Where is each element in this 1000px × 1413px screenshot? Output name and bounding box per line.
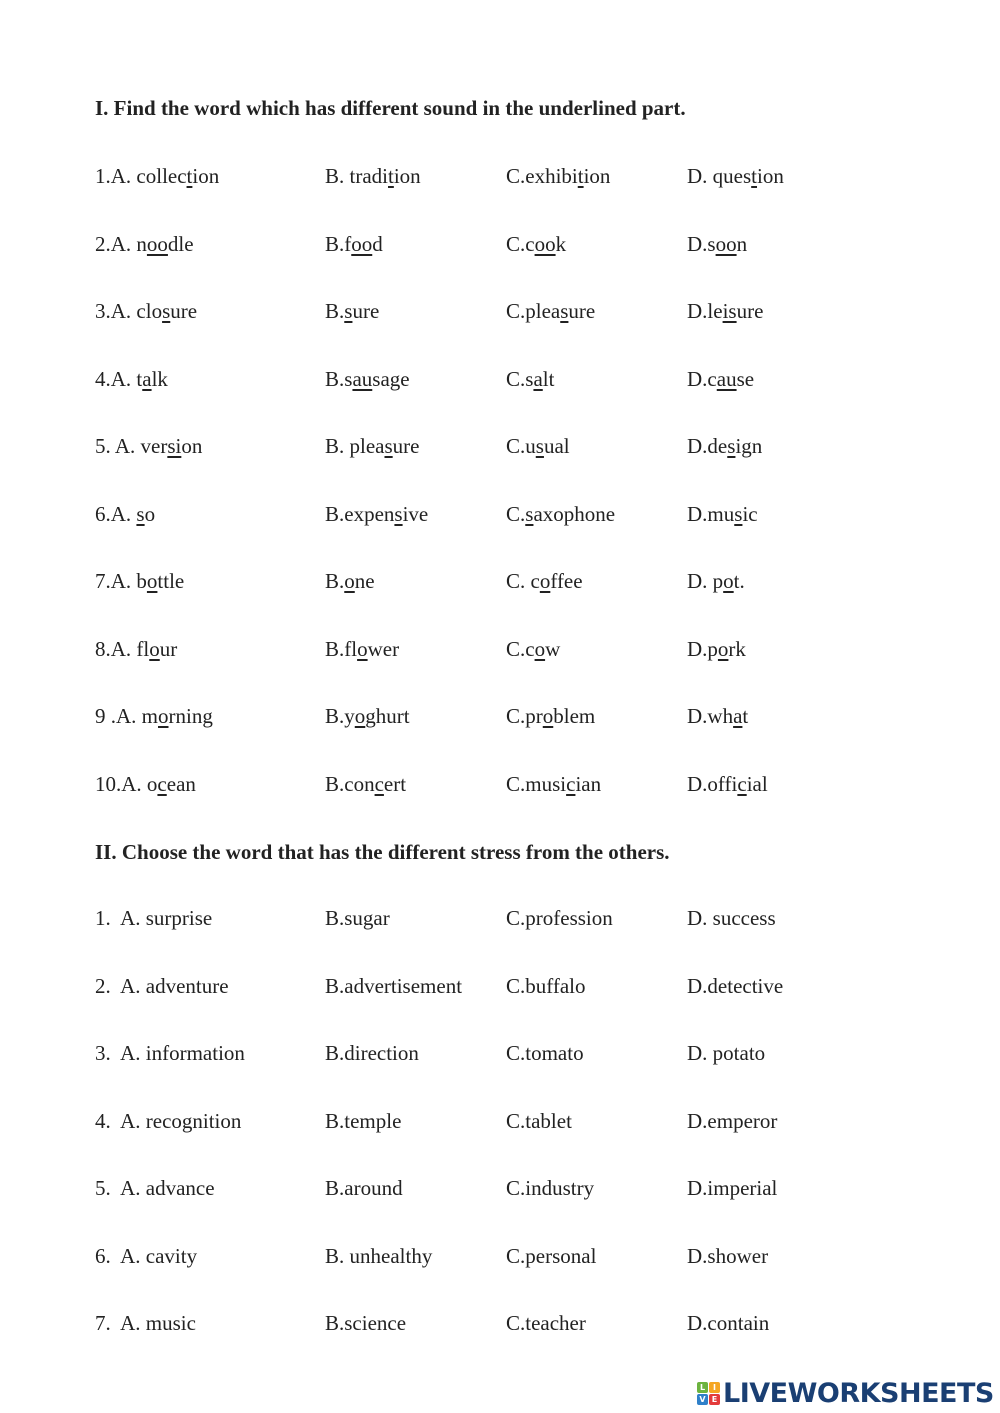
- option-d: D.detective: [687, 973, 784, 998]
- option-a: [95, 434, 202, 459]
- word-part: rning: [168, 704, 213, 728]
- option-a: [95, 367, 168, 392]
- word-part: 3.A. clo: [95, 299, 163, 323]
- option-d: [687, 704, 748, 729]
- option-b: B.advertisement: [325, 973, 463, 998]
- underlined-part: o: [146, 569, 158, 593]
- underlined-part: oo: [146, 231, 168, 256]
- option-c: C.personal: [506, 1243, 597, 1268]
- word-part: 2.A. n: [95, 231, 147, 256]
- question-row: [0, 367, 1000, 397]
- option-c: C.buffalo: [506, 973, 586, 998]
- question-row: [0, 637, 1000, 667]
- underlined-part: s: [535, 434, 544, 458]
- underlined-part: s: [162, 299, 171, 323]
- word-part: on: [181, 434, 203, 458]
- option-c: C.profession: [506, 906, 613, 930]
- option-b: [325, 164, 421, 189]
- option-a: 3. A. information: [95, 1041, 245, 1065]
- underlined-part: o: [344, 569, 355, 593]
- word-part: ttle: [157, 569, 185, 593]
- option-b: [325, 367, 410, 392]
- option-c: [506, 299, 595, 324]
- word-part: lk: [151, 366, 168, 391]
- option-c: [506, 164, 610, 189]
- option-d: D.shower: [687, 1243, 769, 1268]
- word-part: B.: [325, 569, 345, 593]
- word-part: sage: [372, 366, 410, 391]
- underlined-part: si: [167, 434, 182, 458]
- word-part: ual: [543, 434, 570, 458]
- question-row: [0, 704, 1000, 734]
- word-part: C.s: [506, 366, 534, 391]
- option-d: [687, 569, 745, 594]
- underlined-part: oo: [534, 231, 556, 256]
- underlined-part: o: [357, 636, 368, 661]
- question-row: [0, 1244, 1000, 1274]
- word-part: ion: [192, 164, 220, 188]
- word-part: k: [555, 231, 567, 256]
- option-b: [325, 502, 428, 527]
- word-part: B. tradi: [325, 164, 388, 188]
- option-c: [506, 569, 583, 594]
- word-part: ion: [583, 164, 611, 188]
- logo-letter-block: V: [697, 1394, 708, 1405]
- word-part: D.p: [687, 636, 718, 661]
- word-part: ian: [575, 771, 602, 796]
- word-part: 10.A. o: [95, 771, 158, 796]
- option-a: 1. A. surprise: [95, 906, 213, 930]
- question-row: [0, 1041, 1000, 1071]
- option-c: [506, 367, 554, 392]
- option-b: [325, 772, 406, 797]
- word-part: ghurt: [365, 704, 410, 728]
- underlined-part: o: [354, 704, 366, 728]
- underlined-part: au: [352, 366, 373, 391]
- word-part: 6.A.: [95, 501, 137, 526]
- option-c: C.tomato: [506, 1041, 584, 1065]
- word-part: C.u: [506, 434, 536, 458]
- word-part: ure: [736, 299, 764, 323]
- option-b: [325, 434, 420, 459]
- underlined-part: t: [577, 164, 584, 188]
- option-c: C.teacher: [506, 1311, 586, 1335]
- option-a: [95, 232, 194, 257]
- word-part: o: [144, 501, 156, 526]
- option-a: 5. A. advance: [95, 1176, 215, 1200]
- word-part: D.mu: [687, 501, 735, 526]
- word-part: t: [742, 704, 749, 728]
- section-1-title: I. Find the word which has different sound in the underlined part.: [95, 96, 686, 120]
- underlined-part: au: [716, 366, 737, 391]
- word-part: ffee: [550, 569, 583, 593]
- option-b: B.temple: [325, 1108, 402, 1133]
- underlined-part: o: [717, 636, 729, 661]
- question-row: [0, 434, 1000, 464]
- word-part: ert: [383, 771, 407, 796]
- underlined-part: oo: [351, 231, 373, 256]
- question-row: [0, 502, 1000, 532]
- option-d: [687, 232, 747, 257]
- underlined-part: s: [384, 434, 393, 458]
- word-part: ure: [170, 299, 198, 323]
- option-d: [687, 299, 763, 324]
- word-part: blem: [553, 704, 596, 728]
- option-a: [95, 569, 184, 594]
- question-row: [0, 974, 1000, 1004]
- word-part: ure: [392, 434, 420, 458]
- underlined-part: oo: [715, 231, 737, 256]
- word-part: ne: [354, 569, 375, 593]
- word-part: t.: [733, 569, 745, 593]
- underlined-part: a: [142, 366, 152, 391]
- underlined-part: o: [539, 569, 551, 593]
- logo-blocks-icon: [697, 1382, 720, 1405]
- question-row: [0, 906, 1000, 936]
- option-c: [506, 772, 601, 797]
- underlined-part: s: [727, 434, 736, 458]
- underlined-part: o: [534, 636, 546, 661]
- option-d: [687, 772, 768, 797]
- underlined-part: s: [525, 501, 534, 526]
- question-row: [0, 772, 1000, 802]
- option-b: B.around: [325, 1176, 403, 1200]
- option-a: 4. A. recognition: [95, 1108, 242, 1133]
- underlined-part: o: [542, 704, 554, 728]
- word-part: ure: [352, 299, 380, 323]
- option-b: B.direction: [325, 1041, 419, 1065]
- word-part: rk: [728, 636, 746, 661]
- option-d: D. success: [687, 906, 776, 930]
- option-b: [325, 637, 399, 662]
- option-d: D.imperial: [687, 1176, 778, 1200]
- option-c: [506, 637, 560, 662]
- word-part: D.c: [687, 366, 717, 391]
- word-part: 5. A. ver: [95, 434, 168, 458]
- word-part: se: [736, 366, 755, 391]
- word-part: axophone: [533, 501, 616, 526]
- logo-letter-block: L: [697, 1382, 708, 1393]
- word-part: 1.A. collec: [95, 164, 187, 188]
- word-part: B.fl: [325, 636, 358, 661]
- word-part: C.c: [506, 231, 535, 256]
- option-a: [95, 637, 177, 662]
- underlined-part: s: [344, 299, 353, 323]
- question-row: [0, 164, 1000, 194]
- option-a: 2. A. adventure: [95, 973, 229, 998]
- word-part: ure: [568, 299, 596, 323]
- word-part: D.le: [687, 299, 723, 323]
- underlined-part: s: [136, 501, 145, 526]
- option-b: [325, 704, 410, 729]
- word-part: D. ques: [687, 164, 752, 188]
- word-part: ur: [159, 636, 178, 661]
- question-row: [0, 299, 1000, 329]
- underlined-part: t: [186, 164, 193, 188]
- underlined-part: o: [158, 704, 169, 728]
- underlined-part: is: [722, 299, 737, 323]
- option-d: [687, 502, 758, 527]
- word-part: D.wh: [687, 704, 734, 728]
- word-part: B.expen: [325, 501, 395, 526]
- option-d: [687, 367, 754, 392]
- option-b: [325, 232, 383, 257]
- option-b: B.science: [325, 1311, 407, 1335]
- option-d: D.contain: [687, 1311, 770, 1335]
- word-part: C.: [506, 501, 526, 526]
- underlined-part: o: [723, 569, 734, 593]
- word-part: B.: [325, 299, 345, 323]
- word-part: C.exhibi: [506, 164, 578, 188]
- logo-letter-block: I: [709, 1382, 720, 1393]
- option-a: [95, 772, 196, 797]
- underlined-part: a: [533, 366, 543, 391]
- option-d: [687, 434, 762, 459]
- liveworksheets-logo: [697, 1378, 994, 1409]
- option-b: B. unhealthy: [325, 1243, 433, 1268]
- underlined-part: c: [374, 771, 384, 796]
- word-part: d: [372, 231, 383, 256]
- word-part: lt: [542, 366, 555, 391]
- word-part: B. plea: [325, 434, 385, 458]
- question-row: [0, 569, 1000, 599]
- word-part: C.musi: [506, 771, 567, 796]
- option-b: [325, 299, 379, 324]
- word-part: dle: [167, 231, 194, 256]
- underlined-part: t: [751, 164, 758, 188]
- word-part: C.c: [506, 636, 535, 661]
- word-part: 7.A. b: [95, 569, 147, 593]
- word-part: C.pr: [506, 704, 543, 728]
- option-a: [95, 704, 213, 729]
- option-c: C.tablet: [506, 1108, 572, 1133]
- option-d: D. potato: [687, 1041, 766, 1065]
- word-part: ign: [735, 434, 763, 458]
- word-part: wer: [367, 636, 400, 661]
- word-part: ean: [166, 771, 196, 796]
- word-part: D.offi: [687, 771, 738, 796]
- option-d: [687, 637, 746, 662]
- section-2-title: II. Choose the word that has the different stress from the others.: [95, 840, 670, 864]
- underlined-part: c: [157, 771, 167, 796]
- word-part: B.con: [325, 771, 375, 796]
- word-part: ion: [393, 164, 421, 188]
- option-b: [325, 569, 375, 594]
- word-part: D.de: [687, 434, 728, 458]
- question-row: [0, 232, 1000, 262]
- option-a: 7. A. music: [95, 1311, 196, 1335]
- option-c: [506, 434, 570, 459]
- option-c: C.industry: [506, 1176, 595, 1200]
- option-a: [95, 164, 219, 189]
- word-part: B.s: [325, 366, 353, 391]
- option-d: D.emperor: [687, 1108, 778, 1133]
- underlined-part: s: [560, 299, 569, 323]
- underlined-part: c: [737, 771, 747, 796]
- word-part: D.s: [687, 231, 716, 256]
- option-a: 6. A. cavity: [95, 1243, 198, 1268]
- word-part: C.plea: [506, 299, 561, 323]
- word-part: ial: [746, 771, 768, 796]
- option-c: [506, 502, 615, 527]
- word-part: 8.A. fl: [95, 636, 150, 661]
- word-part: B.y: [325, 704, 355, 728]
- option-c: [506, 704, 595, 729]
- word-part: ic: [742, 501, 758, 526]
- underlined-part: s: [394, 501, 403, 526]
- option-a: [95, 299, 197, 324]
- question-row: [0, 1109, 1000, 1139]
- underlined-part: o: [149, 636, 160, 661]
- logo-text: LIVEWORKSHEETS: [723, 1378, 994, 1409]
- word-part: ion: [757, 164, 784, 188]
- question-row: [0, 1176, 1000, 1206]
- word-part: 9 .A. m: [95, 704, 158, 728]
- underlined-part: s: [734, 501, 743, 526]
- word-part: D. p: [687, 569, 724, 593]
- word-part: 4.A. t: [95, 366, 143, 391]
- option-c: [506, 232, 566, 257]
- option-d: [687, 164, 784, 189]
- word-part: B.f: [325, 231, 352, 256]
- word-part: ive: [402, 501, 429, 526]
- underlined-part: a: [733, 704, 743, 728]
- logo-letter-block: E: [709, 1394, 720, 1405]
- word-part: w: [545, 636, 561, 661]
- underlined-part: c: [566, 771, 576, 796]
- option-a: [95, 502, 155, 527]
- word-part: n: [736, 231, 748, 256]
- question-row: [0, 1311, 1000, 1341]
- word-part: C. c: [506, 569, 540, 593]
- underlined-part: t: [388, 164, 394, 188]
- option-b: B.sugar: [325, 906, 390, 930]
